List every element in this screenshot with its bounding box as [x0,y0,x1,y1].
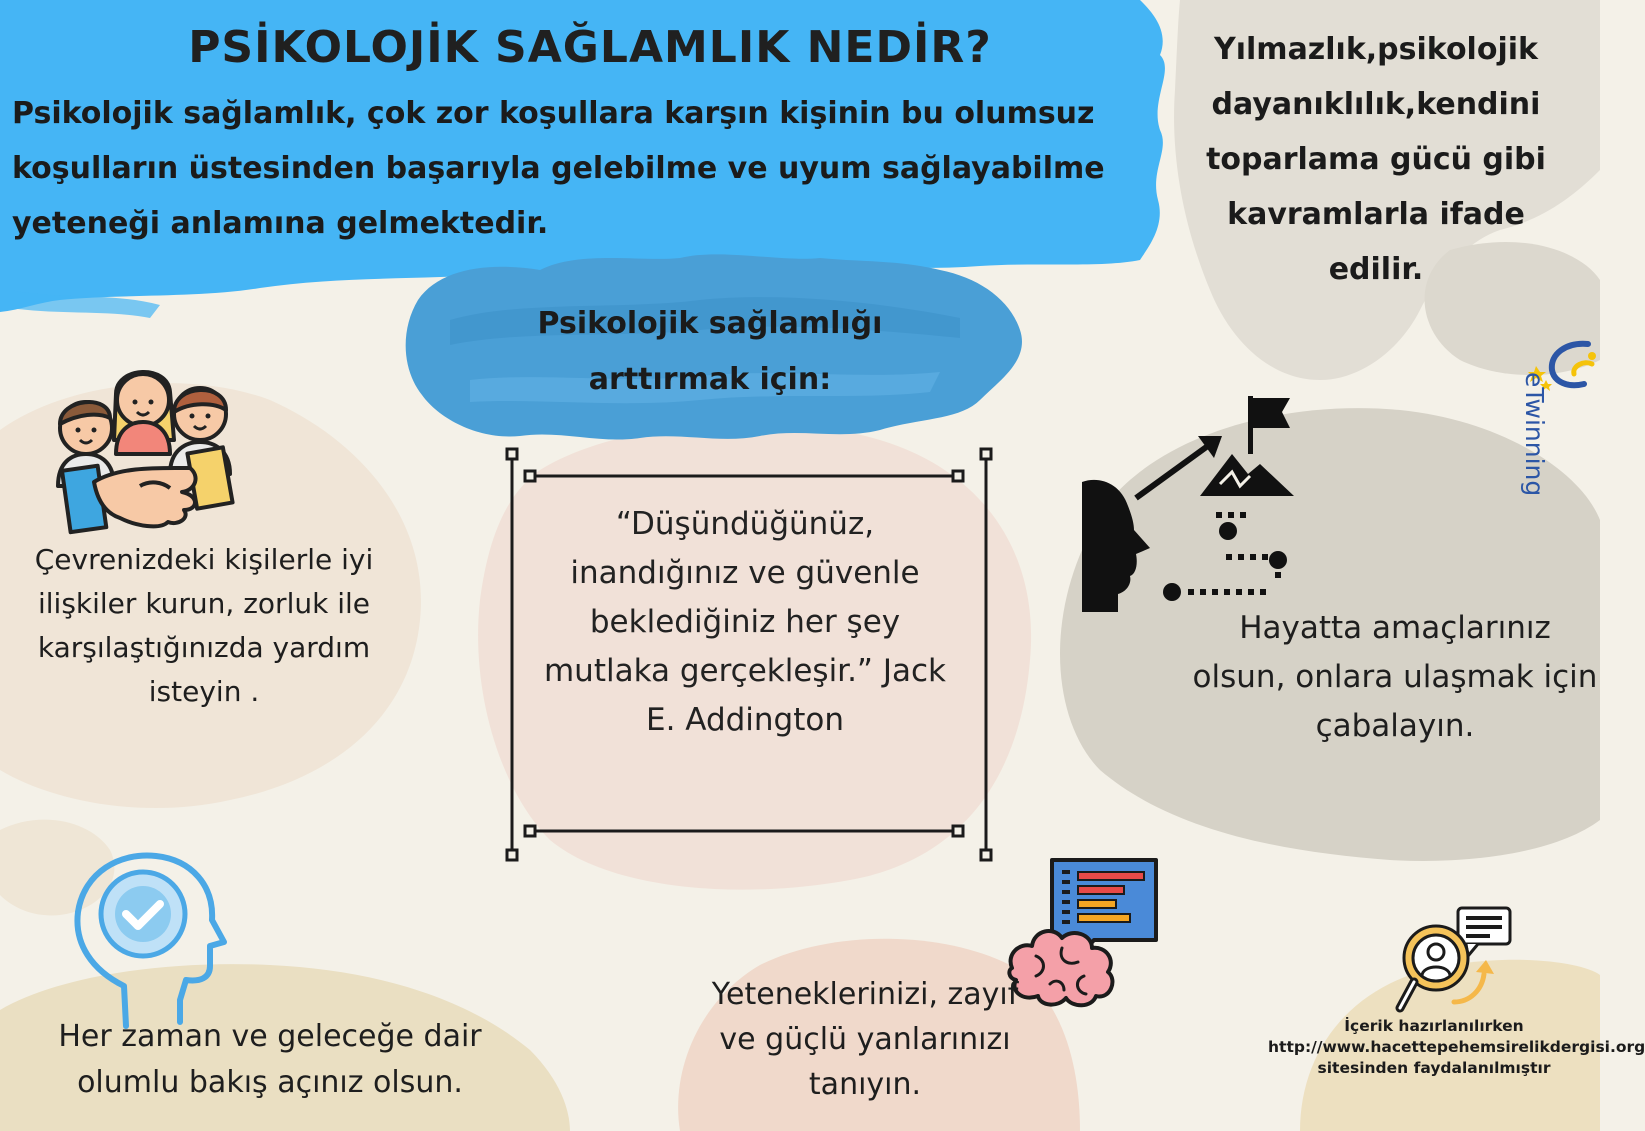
quote-text: “Düşündüğünüz, inandığınız ve güvenle beklediğiniz her şey mutlaka gerçekleşir.” Jack E. Addington [543,506,946,738]
page-title: PSİKOLOJİK SAĞLAMLIK NEDİR? [188,22,992,73]
tip-relationships: Çevrenizdeki kişilerle iyi ilişkiler kurun, zorluk ile karşılaştığınızda yardım isteyin . [34,543,374,708]
positive-mind-icon [68,850,228,1028]
goal-path-icon [1080,396,1300,614]
synonyms-text: Yılmazlık,psikolojik dayanıklılık,kendini toparlama gücü gibi kavramlarla ifade edilir. [1206,32,1546,287]
tip-positive-outlook: Her zaman ve geleceğe dair olumlu bakış açınız olsun. [58,1019,482,1100]
tip-know-yourself: Yeteneklerinizi, zayıf ve güçlü yanlarınızı tanıyın. [711,977,1019,1102]
definition-text: Psikolojik sağlamlık, çok zor koşullara karşın kişinin bu olumsuz koşulların üstesinden başarıyla gelebilme ve uyum sağlayabilme yeteneği anlamına gelmektedir. [12,96,1105,241]
search-person-icon [1396,906,1514,1018]
etwinning-brand-text: eTwinning [1520,372,1549,497]
team-handshake-icon [50,358,240,536]
source-note: İçerik hazırlanılırken http://www.hacettepehemsirelikdergisi.org sitesinden faydalanılmıştır [1268,1017,1645,1077]
tip-goals: Hayatta amaçlarınız olsun, onlara ulaşmak için çabalayın. [1192,610,1598,744]
center-title: Psikolojik sağlamlığı arttırmak için: [537,306,883,397]
